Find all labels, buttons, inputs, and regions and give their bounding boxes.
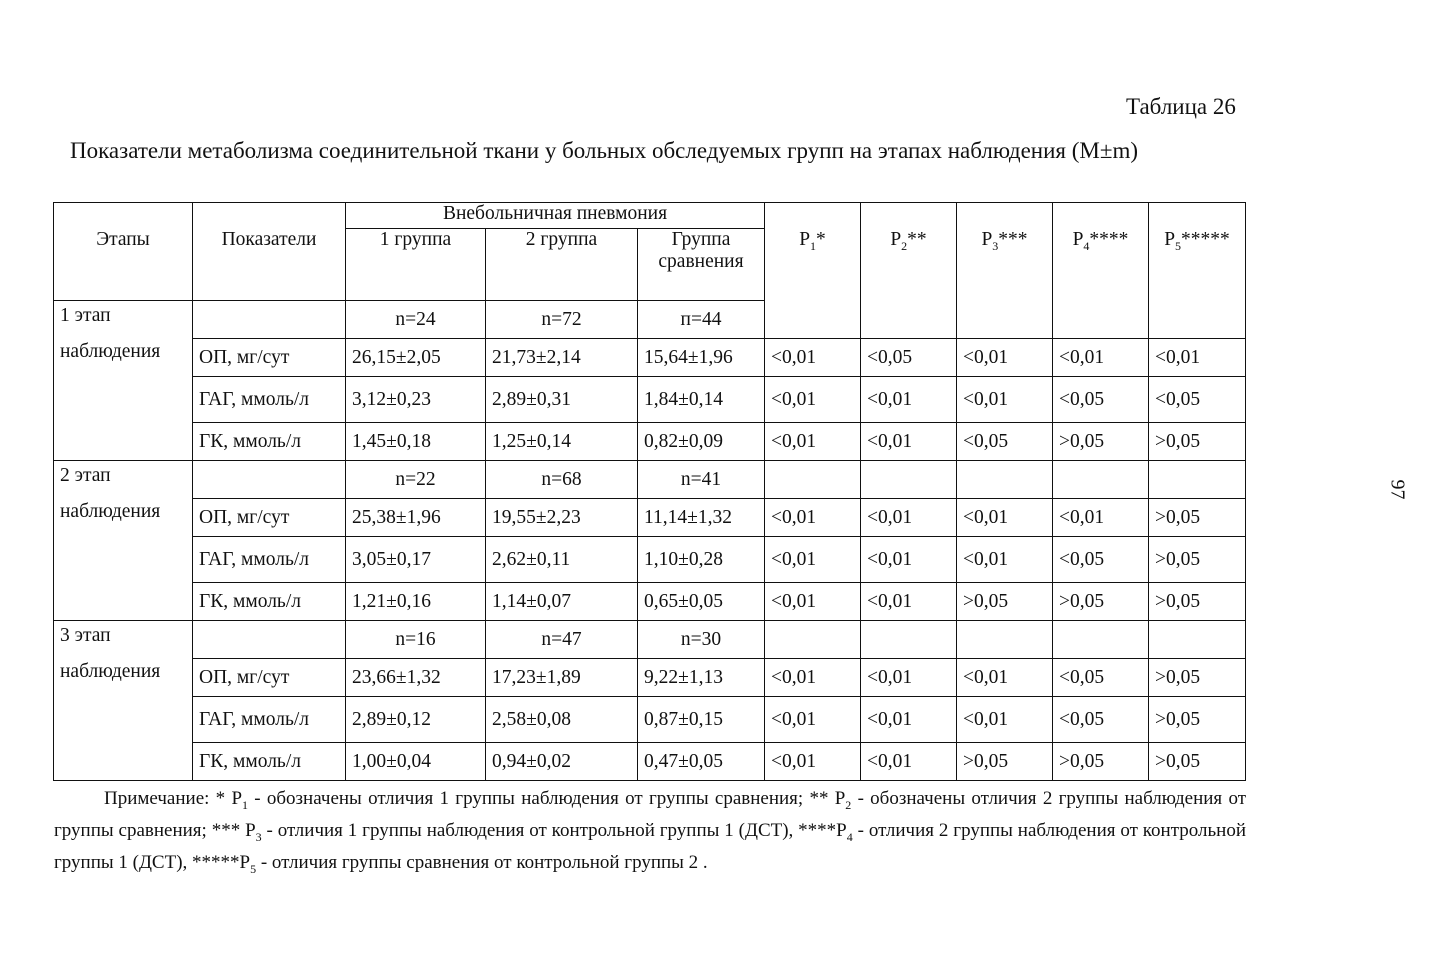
header-group-1: 1 группа	[346, 229, 486, 301]
n-cell: n=22	[346, 461, 486, 499]
indicator-cell: ГК, ммоль/л	[193, 423, 346, 461]
table-label: Таблица 26	[1126, 94, 1236, 119]
p-value: <0,01	[1149, 339, 1246, 377]
stage-label-line1: 3 этап	[60, 625, 111, 646]
stage-cell	[54, 301, 193, 461]
stage-cell	[54, 621, 193, 781]
header-group-compare-line1: Группа	[671, 229, 731, 250]
indicator-cell	[193, 621, 346, 659]
header-group-compare	[638, 229, 765, 301]
group2-value: 2,58±0,08	[486, 697, 638, 743]
indicator-cell: ОП, мг/сут	[193, 659, 346, 697]
p-value: <0,01	[957, 339, 1053, 377]
header-pokazateli: Показатели	[193, 203, 346, 301]
p-value: <0,01	[861, 697, 957, 743]
n-cell: п=44	[638, 301, 765, 339]
group1-value: 1,00±0,04	[346, 743, 486, 781]
p-value: >0,05	[1053, 743, 1149, 781]
group1-value: 23,66±1,32	[346, 659, 486, 697]
group1-value: 25,38±1,96	[346, 499, 486, 537]
indicator-cell	[193, 301, 346, 339]
p-value: <0,01	[765, 377, 861, 423]
p-cell	[861, 621, 957, 659]
p-value: <0,01	[861, 537, 957, 583]
p-value: <0,01	[861, 423, 957, 461]
group2-value: 17,23±1,89	[486, 659, 638, 697]
table-row	[54, 537, 1246, 583]
n-cell: n=72	[486, 301, 638, 339]
group2-value: 19,55±2,23	[486, 499, 638, 537]
table-row	[54, 583, 1246, 621]
p-cell	[957, 461, 1053, 499]
footnote: Примечание: * $P_1$ - обозначены отличия 1 группы наблюдения от группы сравнения; ** $P_2$ - обозначены отличия 2 группы наблюдения от группы сравнения; *** $P_3$ - отличия 1 группы наблюдения от контрольной группы 1 (ДСТ), $****P_4$ - отличия 2 группы наблюдения от контрольной группы 1 (ДСТ), $*****P_5$ - отличия группы сравнения от контрольной группы 2 .	[54, 788, 1246, 876]
p-cell	[765, 461, 861, 499]
header-p5: $P_5*****$	[1149, 203, 1246, 339]
p-value: >0,05	[1149, 743, 1246, 781]
compare-group-value: 0,87±0,15	[638, 697, 765, 743]
group1-value: 26,15±2,05	[346, 339, 486, 377]
table-row	[54, 423, 1246, 461]
group2-value: 2,62±0,11	[486, 537, 638, 583]
p-cell	[765, 621, 861, 659]
p-value: <0,05	[957, 423, 1053, 461]
p-value: >0,05	[1053, 583, 1149, 621]
compare-group-value: 0,65±0,05	[638, 583, 765, 621]
p-value: <0,05	[1053, 659, 1149, 697]
table-row	[54, 743, 1246, 781]
indicator-cell: ГК, ммоль/л	[193, 743, 346, 781]
header-p1: $P_1*$	[765, 203, 861, 339]
compare-group-value: 1,10±0,28	[638, 537, 765, 583]
p-value: <0,01	[957, 659, 1053, 697]
p-value: >0,05	[957, 743, 1053, 781]
stage-label-line2: наблюдения	[60, 661, 161, 682]
p-value: <0,01	[861, 499, 957, 537]
group2-value: 1,25±0,14	[486, 423, 638, 461]
p-value: >0,05	[1149, 583, 1246, 621]
p-value: <0,01	[765, 743, 861, 781]
group2-value: 2,89±0,31	[486, 377, 638, 423]
stage-label-line1: 2 этап	[60, 465, 111, 486]
table-row	[54, 377, 1246, 423]
header-etapy: Этапы	[54, 203, 193, 301]
header-group: Внебольничная пневмония	[346, 203, 765, 229]
table-row	[54, 697, 1246, 743]
header-p2: $P_2**$	[861, 203, 957, 339]
group1-value: 1,45±0,18	[346, 423, 486, 461]
p-cell	[1149, 461, 1246, 499]
data-table	[53, 202, 1246, 781]
group2-value: 21,73±2,14	[486, 339, 638, 377]
compare-group-value: 11,14±1,32	[638, 499, 765, 537]
table-title: Показатели метаболизма соединительной ткани у больных обследуемых групп на этапах наблюдения (M±m)	[70, 138, 1139, 163]
indicator-cell: ОП, мг/сут	[193, 499, 346, 537]
compare-group-value: 0,47±0,05	[638, 743, 765, 781]
p-cell	[1053, 621, 1149, 659]
p-value: >0,05	[1149, 499, 1246, 537]
n-cell: n=47	[486, 621, 638, 659]
group1-value: 1,21±0,16	[346, 583, 486, 621]
p-value: <0,01	[861, 583, 957, 621]
p-value: <0,01	[861, 659, 957, 697]
group2-value: 1,14±0,07	[486, 583, 638, 621]
group2-value: 0,94±0,02	[486, 743, 638, 781]
group1-value: 3,05±0,17	[346, 537, 486, 583]
group1-value: 2,89±0,12	[346, 697, 486, 743]
n-cell: n=16	[346, 621, 486, 659]
page-number: 97	[1386, 479, 1409, 500]
p-cell	[1149, 621, 1246, 659]
indicator-cell: ГАГ, ммоль/л	[193, 537, 346, 583]
p-value: <0,01	[765, 697, 861, 743]
p-value: >0,05	[1149, 697, 1246, 743]
p-cell	[1053, 461, 1149, 499]
p-value: <0,01	[861, 377, 957, 423]
p-value: <0,01	[861, 743, 957, 781]
stage-label-line1: 1 этап	[60, 305, 111, 326]
n-cell: n=41	[638, 461, 765, 499]
p-cell	[861, 461, 957, 499]
p-value: <0,01	[957, 537, 1053, 583]
p-value: <0,01	[957, 697, 1053, 743]
indicator-cell: ГАГ, ммоль/л	[193, 377, 346, 423]
p-value: >0,05	[957, 583, 1053, 621]
table-row	[54, 339, 1246, 377]
compare-group-value: 15,64±1,96	[638, 339, 765, 377]
header-group-compare-line2: сравнения	[658, 251, 744, 272]
p-value: <0,01	[957, 377, 1053, 423]
p-value: <0,01	[765, 537, 861, 583]
p-value: >0,05	[1149, 659, 1246, 697]
p-value: >0,05	[1149, 423, 1246, 461]
group1-value: 3,12±0,23	[346, 377, 486, 423]
indicator-cell: ОП, мг/сут	[193, 339, 346, 377]
table-row	[54, 621, 1246, 659]
table-row	[54, 461, 1246, 499]
indicator-cell	[193, 461, 346, 499]
p-value: >0,05	[1149, 537, 1246, 583]
p-value: <0,01	[765, 583, 861, 621]
header-p4: $P_4****$	[1053, 203, 1149, 339]
p-value: <0,01	[1053, 499, 1149, 537]
header-p3: $P_3***$	[957, 203, 1053, 339]
indicator-cell: ГК, ммоль/л	[193, 583, 346, 621]
p-value: <0,05	[1149, 377, 1246, 423]
header-group-2: 2 группа	[486, 229, 638, 301]
p-value: <0,01	[765, 339, 861, 377]
p-value: <0,01	[957, 499, 1053, 537]
p-value: <0,05	[1053, 537, 1149, 583]
stage-cell	[54, 461, 193, 621]
p-value: <0,05	[861, 339, 957, 377]
n-cell: n=30	[638, 621, 765, 659]
table-row	[54, 659, 1246, 697]
indicator-cell: ГАГ, ммоль/л	[193, 697, 346, 743]
stage-label-line2: наблюдения	[60, 341, 161, 362]
p-value: <0,01	[765, 659, 861, 697]
p-value: <0,01	[1053, 339, 1149, 377]
table-row	[54, 499, 1246, 537]
n-cell: n=24	[346, 301, 486, 339]
p-value: <0,01	[765, 499, 861, 537]
p-cell	[957, 621, 1053, 659]
compare-group-value: 9,22±1,13	[638, 659, 765, 697]
p-value: >0,05	[1053, 423, 1149, 461]
n-cell: n=68	[486, 461, 638, 499]
p-value: <0,05	[1053, 697, 1149, 743]
compare-group-value: 1,84±0,14	[638, 377, 765, 423]
compare-group-value: 0,82±0,09	[638, 423, 765, 461]
p-value: <0,05	[1053, 377, 1149, 423]
p-value: <0,01	[765, 423, 861, 461]
stage-label-line2: наблюдения	[60, 501, 161, 522]
